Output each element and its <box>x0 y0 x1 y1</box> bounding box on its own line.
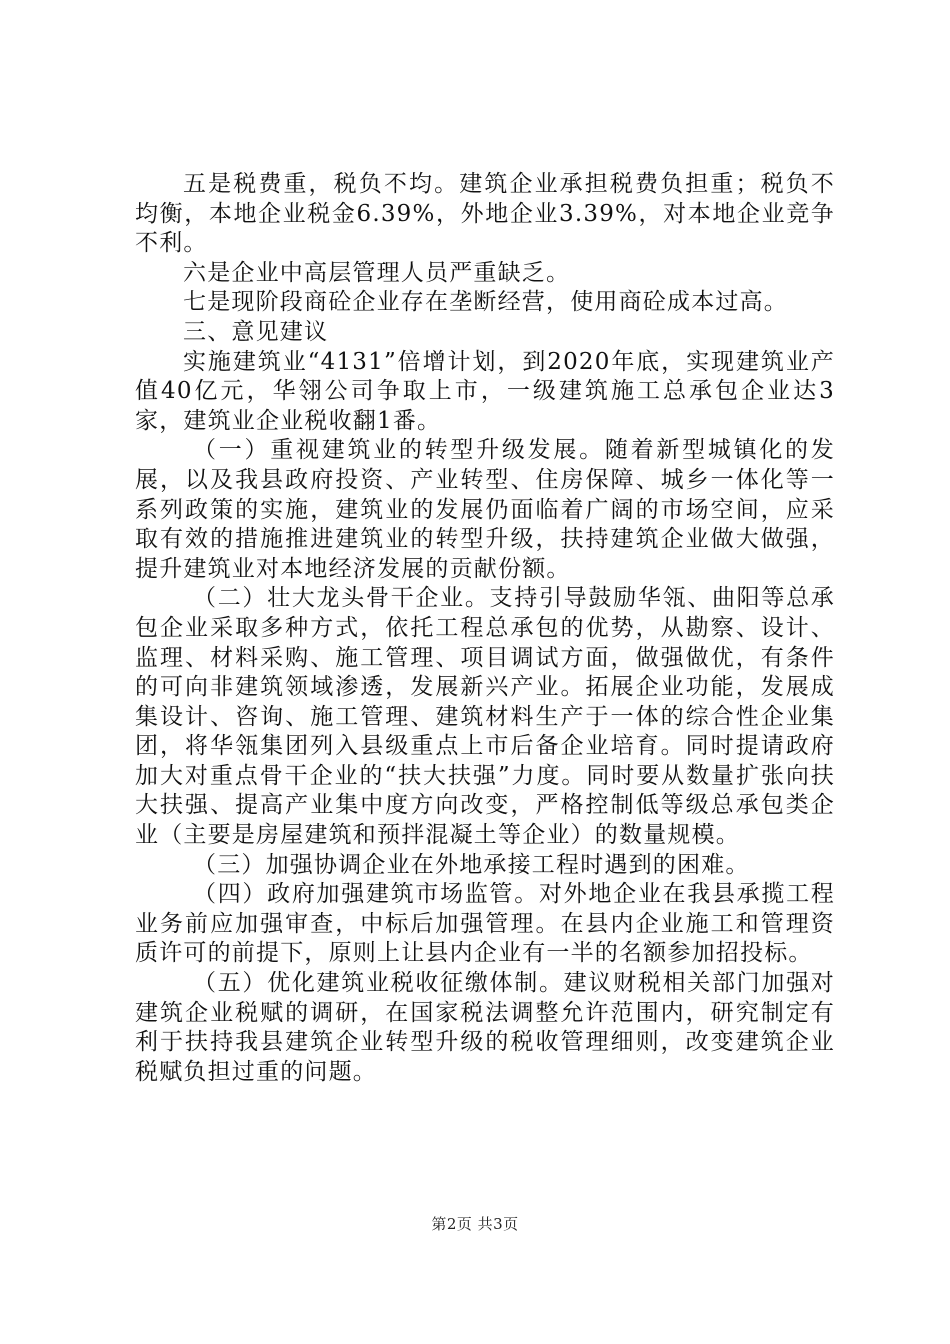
page-number-label: 第2页 共3页 <box>431 1215 519 1233</box>
paragraph-suggestion-1: （一）重视建筑业的转型升级发展。随着新型城镇化的发展，以及我县政府投资、产业转型、住房保障、城乡一体化等一系列政策的实施，建筑业的发展仍面临着广阔的市场空间，应采取有效的措施推进建筑业的转型升级，扶持建筑企业做大做强，提升建筑业对本地经济发展的贡献份额。 <box>135 437 835 582</box>
paragraph-suggestion-3: （三）加强协调企业在外地承接工程时遇到的困难。 <box>193 851 750 878</box>
paragraph-tax-burden: 五是税费重，税负不均。建筑企业承担税费负担重；税负不均衡，本地企业税金6.39%，外地企业3.39%，对本地企业竞争不利。 <box>135 171 835 257</box>
section-heading-suggestions: 三、意见建议 <box>183 318 329 345</box>
paragraph-management-shortage: 六是企业中高层管理人员严重缺乏。 <box>183 259 571 286</box>
paragraph-suggestion-5: （五）优化建筑业税收征缴体制。建议财税相关部门加强对建筑企业税赋的调研，在国家税法调整允许范围内，研究制定有利于扶持我县建筑企业转型升级的税收管理细则，改变建筑企业税赋负担过重的问题。 <box>135 970 835 1085</box>
paragraph-suggestion-4: （四）政府加强建筑市场监管。对外地企业在我县承揽工程业务前应加强审查，中标后加强管理。在县内企业施工和管理资质许可的前提下，原则上让县内企业有一半的名额参加招投标。 <box>135 881 835 967</box>
page-footer <box>0 1213 950 1234</box>
paragraph-concrete-monopoly: 七是现阶段商砼企业存在垄断经营，使用商砼成本过高。 <box>183 289 788 316</box>
paragraph-suggestion-2: （二）壮大龙头骨干企业。支持引导鼓励华瓴、曲阳等总承包企业采取多种方式，依托工程总承包的优势，从勘察、设计、监理、材料采购、施工管理、项目调试方面，做强做优，有条件的可向非建筑领域渗透，发展新兴产业。拓展企业功能，发展成集设计、咨询、施工管理、建筑材料生产于一体的综合性企业集团，将华瓴集团列入县级重点上市后备企业培育。同时提请政府加大对重点骨干企业的“扶大扶强”力度。同时要从数量扩张向扶大扶强、提高产业集中度方向改变，严格控制低等级总承包类企业（主要是房屋建筑和预拌混凝土等企业）的数量规模。 <box>135 585 835 849</box>
paragraph-4131-plan: 实施建筑业“4131”倍增计划，到2020年底，实现建筑业产值40亿元，华翎公司争取上市，一级建筑施工总承包企业达3家，建筑业企业税收翻1番。 <box>135 348 835 434</box>
document-body <box>135 170 835 1087</box>
